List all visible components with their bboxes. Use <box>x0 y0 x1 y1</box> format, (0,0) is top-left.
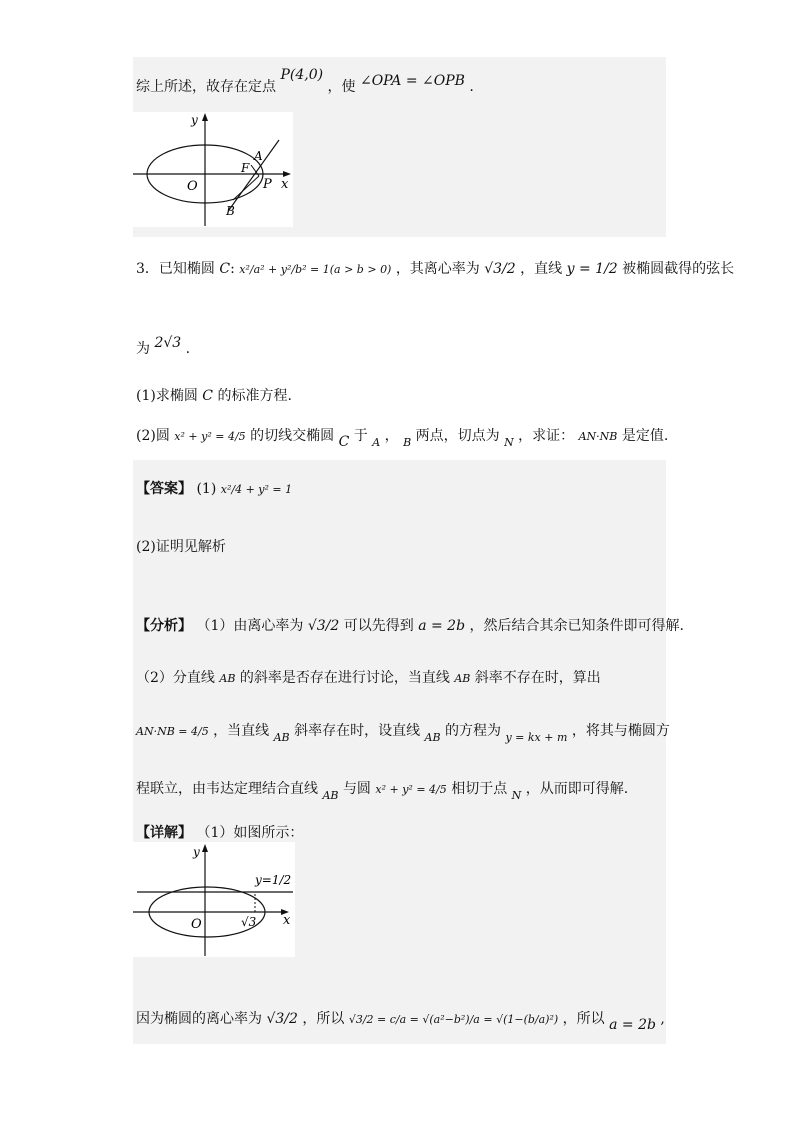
analysis-line-1: 【分析】 （1）由离心率为 √3/2 可以先得到 a = 2b ，然后结合其余已知条件即可得解. <box>136 618 684 634</box>
problem-line-1: 3．已知椭圆 C: x²/a² + y²/b² = 1(a > b > 0) ，其离心率为 √3/2 ，直线 y = 1/2 被椭圆截得的弦长 <box>136 261 735 277</box>
conclusion-line: 综上所述，故存在定点 P(4,0) ，使 ∠OPA = ∠OPB . <box>136 67 474 95</box>
answer-label: 【答案】 <box>136 481 192 497</box>
fig1-origin-label: O <box>187 179 198 194</box>
ellipse-equation: x²/a² + y²/b² = 1(a > b > 0) <box>239 263 392 276</box>
answer-line-2: (2)证明见解析 <box>136 539 226 555</box>
fig2-y-label: y <box>193 845 200 859</box>
eccentricity: √3/2 <box>484 261 516 277</box>
eccentricity-derivation: √3/2 = c/a = √(a²−b²)/a = √(1−(b/a)²) <box>348 1013 559 1026</box>
fig1-b-label: B <box>226 204 235 218</box>
detail-label: 【详解】 <box>136 825 192 841</box>
problem-line-2: 为 2√3 . <box>136 335 191 357</box>
angle-condition: ∠OPA = ∠OPB <box>359 73 465 89</box>
fig1-p-label: P <box>263 177 272 192</box>
analysis-line-4: 程联立，由韦达定理结合直线 $_{AB}$ 与圆 x² + y² = 4/5 相切于点 $_N$ ，从而即可得解. <box>136 781 629 802</box>
fig1-f-label: F <box>241 161 250 175</box>
fig2-line-label: y=1/2 <box>255 873 292 887</box>
analysis-label: 【分析】 <box>136 618 192 634</box>
analysis-line-2: （2）分直线 AB 的斜率是否存在进行讨论，当直线 AB 斜率不存在时，算出 <box>136 670 601 686</box>
fig1-x-label: x <box>281 177 289 192</box>
dot-product: AN·NB <box>578 430 618 443</box>
ellipse-figure-2 <box>133 842 295 957</box>
fixed-point: P(4,0) <box>280 67 324 83</box>
analysis-line-3: AN·NB = 4/5 ，当直线 $_{AB}$ 斜率存在时，设直线 $_{AB}$ 的方程为 $_{y = kx + m}$ ，将其与椭圆方 <box>136 723 670 744</box>
question-2: (2)圆 x² + y² = 4/5 的切线交椭圆 C 于 $_A$ ， $_B$ 两点，切点为 $_N$ ，求证： AN·NB 是定值. <box>136 428 669 450</box>
fig2-origin-label: O <box>191 917 202 932</box>
line-equation: y = 1/2 <box>566 261 618 277</box>
detail-line-last: 因为椭圆的离心率为 √3/2 ，所以 √3/2 = c/a = √(a²−b²)/a = √(1−(b/a)²) ，所以 a = 2b , <box>136 1011 665 1033</box>
fig2-x-label: x <box>283 913 291 928</box>
fig1-y-label: y <box>191 113 198 127</box>
answer2-band <box>133 500 666 1044</box>
detail-line-1: 【详解】 （1）如图所示： <box>136 825 304 841</box>
question-1: (1)求椭圆 C 的标准方程. <box>136 388 292 404</box>
chord-length: 2√3 <box>154 335 182 351</box>
answer-equation: x²/4 + y² = 1 <box>220 483 293 496</box>
answer-line: 【答案】 (1) x²/4 + y² = 1 <box>136 481 293 497</box>
fig2-root-label: √3 <box>241 915 257 929</box>
circle-equation: x² + y² = 4/5 <box>174 430 246 443</box>
ellipse-figure-1 <box>133 112 293 227</box>
fig1-a-label: A <box>254 149 263 163</box>
